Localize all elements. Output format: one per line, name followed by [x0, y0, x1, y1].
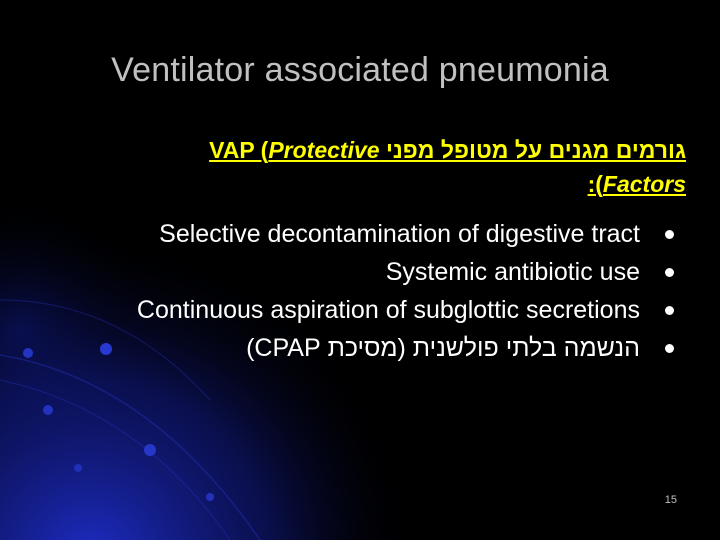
- subheading-protective: Protective: [268, 137, 380, 163]
- page-number: 15: [664, 494, 677, 506]
- subheading-factors: Factors: [602, 171, 686, 197]
- bullet-item: [92, 332, 692, 364]
- bullet-dot-icon: [665, 306, 674, 315]
- bullet-text: Continuous aspiration of subglottic secretions: [136, 296, 640, 324]
- bullet-item: [92, 256, 692, 288]
- bullet-item: [92, 294, 692, 326]
- bullet-dot-icon: [665, 230, 674, 239]
- subheading-hebrew: גורמים מגנים על מטופל מפני VAP (: [209, 137, 686, 163]
- subheading-tail: ):: [587, 171, 603, 197]
- bullet-text: הנשמה בלתי פולשנית (מסיכת CPAP): [246, 334, 640, 362]
- bullet-text: Selective decontamination of digestive tract: [159, 220, 640, 248]
- bullet-list: [92, 218, 692, 370]
- section-subheading: [46, 133, 686, 201]
- slide-title: Ventilator associated pneumonia: [111, 51, 609, 89]
- bullet-text: Systemic antibiotic use: [385, 258, 640, 286]
- bullet-item: [92, 218, 692, 250]
- bullet-dot-icon: [665, 344, 674, 353]
- bullet-dot-icon: [665, 268, 674, 277]
